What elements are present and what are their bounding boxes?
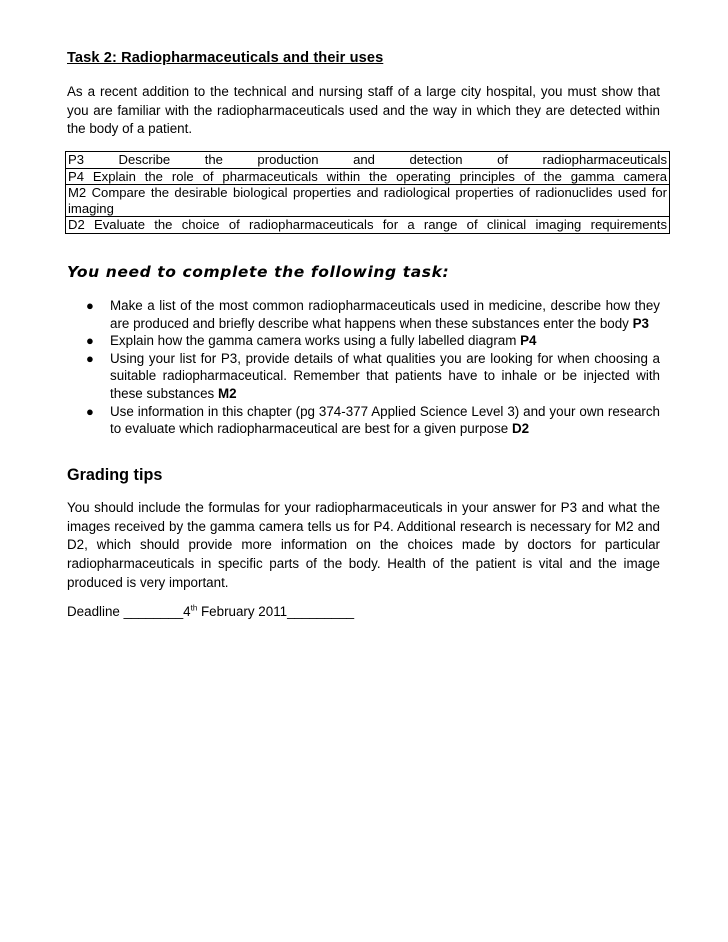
deadline-date: February 2011_________	[197, 604, 355, 619]
task-item	[67, 297, 660, 332]
criteria-row	[66, 217, 670, 234]
criteria-row	[66, 185, 670, 217]
criteria-cell-m2: M2 Compare the desirable biological properties and radiological properties of radionuclides used for imaging	[66, 185, 670, 217]
task-item	[67, 403, 660, 438]
bullet-icon: ●	[86, 333, 94, 349]
criteria-cell-p3: P3 Describe the production and detection of radiopharmaceuticals	[66, 152, 670, 169]
criteria-cell-p4: P4 Explain the role of pharmaceuticals within the operating principles of the gamma camera	[66, 168, 670, 185]
task-item	[67, 350, 660, 403]
task-list	[67, 297, 660, 438]
task-tag: P4	[520, 333, 537, 349]
task-tag: P3	[632, 315, 649, 331]
deadline-line	[67, 604, 354, 619]
bullet-icon: ●	[86, 403, 94, 419]
grading-paragraph: You should include the formulas for your radiopharmaceuticals in your answer for P3 and what the images received by the gamma camera tells us for P4. Additional research is necessary for M2 and D2, which should provide more information on the choices made by doctors for particular radiopharmaceuticals in specific parts of the body. Health of the patient is vital and the image produced is very important.	[67, 500, 660, 590]
deadline-label: Deadline ________4	[67, 604, 191, 619]
criteria-table	[65, 151, 670, 234]
task-heading: You need to complete the following task:	[67, 263, 450, 281]
intro-paragraph: As a recent addition to the technical and nursing staff of a large city hospital, you must show that you are familiar with the radiopharmaceuticals used and the way in which they are detected within the body of a patient.	[67, 84, 660, 137]
bullet-icon: ●	[86, 350, 94, 366]
task-text: Use information in this chapter (pg 374-377 Applied Science Level 3) and your own research to evaluate which radiopharmaceutical are best for a given purpose	[110, 403, 660, 437]
criteria-cell-d2: D2 Evaluate the choice of radiopharmaceuticals for a range of clinical imaging requirements	[66, 217, 670, 234]
task-text: Using your list for P3, provide details of what qualities you are looking for when choosing a suitable radiopharmaceutical. Remember that patients have to inhale or be injected with these substances	[110, 350, 660, 401]
grading-heading: Grading tips	[67, 466, 163, 484]
criteria-row	[66, 168, 670, 185]
deadline-suffix: th	[190, 603, 198, 613]
task-title: Task 2: Radiopharmaceuticals and their uses	[67, 50, 384, 66]
bullet-icon: ●	[86, 298, 94, 313]
criteria-row	[66, 152, 670, 169]
task-text: Make a list of the most common radiopharmaceuticals used in medicine, describe how they are produced and briefly describe what happens when these substances enter the body	[110, 298, 660, 331]
task-item	[67, 332, 660, 350]
task-tag: D2	[511, 421, 530, 437]
task-text: Explain how the gamma camera works using a fully labelled diagram	[110, 333, 521, 349]
task-tag: M2	[217, 385, 237, 401]
